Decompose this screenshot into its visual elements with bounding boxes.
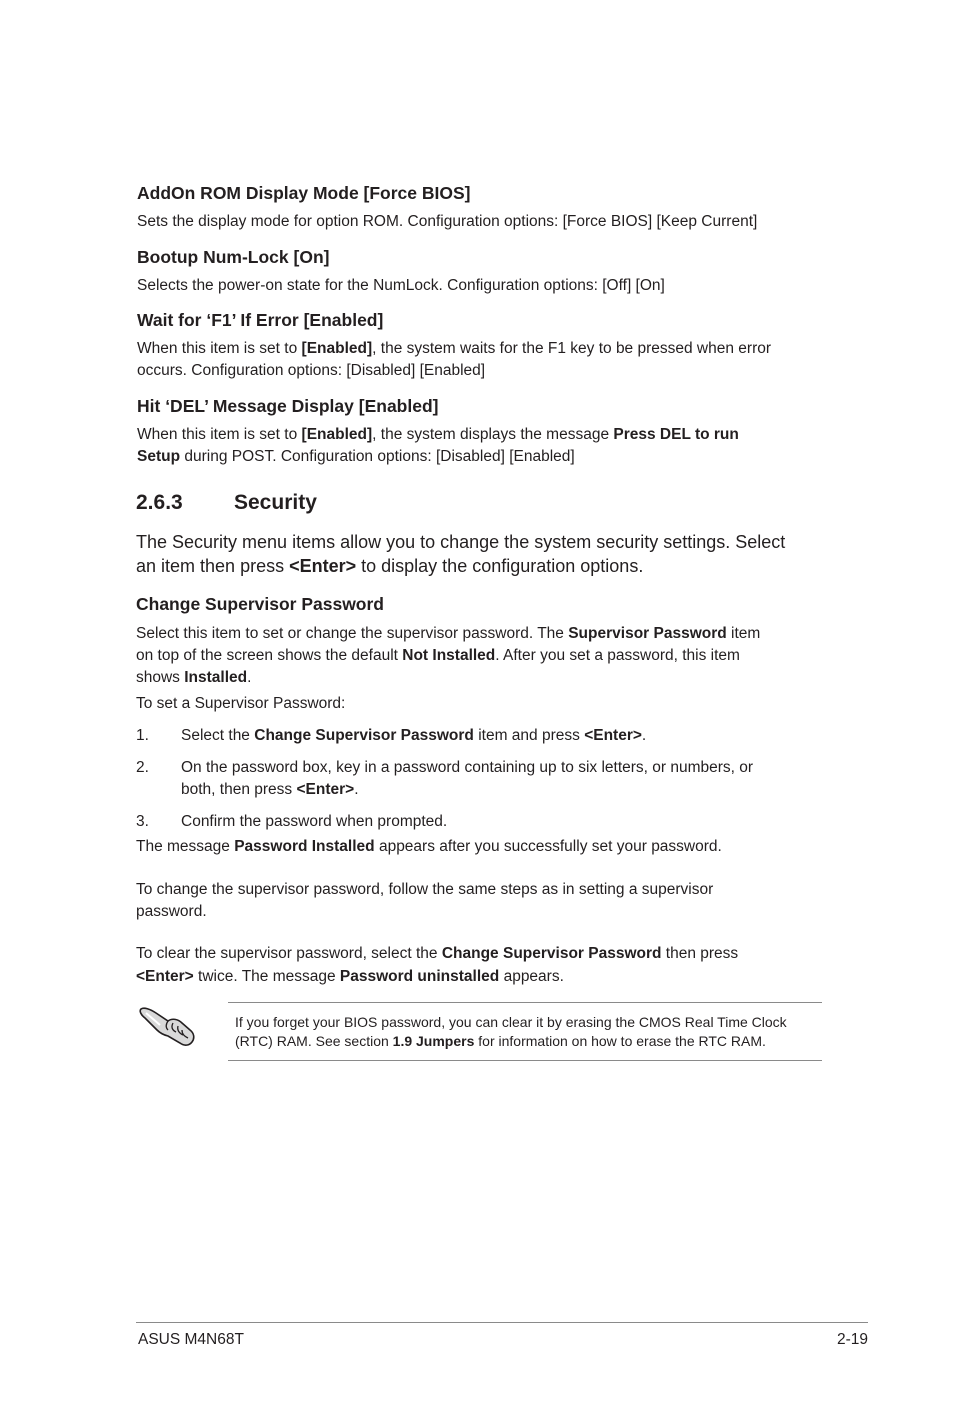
bold-text: Password uninstalled bbox=[339, 968, 500, 985]
note-bottom-rule bbox=[228, 1060, 822, 1061]
text: then press bbox=[661, 945, 739, 962]
note-line1: If you forget your BIOS password, you can clear it by erasing the CMOS Real Time Clock bbox=[235, 1014, 787, 1030]
bold-text: Not Installed bbox=[402, 647, 496, 664]
section-title: Security bbox=[234, 491, 317, 514]
bold-text: Setup bbox=[137, 448, 181, 465]
change-pw-para-line1 bbox=[136, 623, 760, 645]
to-set-label: To set a Supervisor Password: bbox=[136, 695, 346, 712]
text: twice. The message bbox=[193, 968, 340, 985]
text: . bbox=[354, 781, 359, 798]
text: item and press bbox=[473, 727, 585, 744]
text: (RTC) RAM. See section bbox=[235, 1033, 393, 1049]
text: Select the bbox=[181, 727, 255, 744]
change-pw-para-line3 bbox=[136, 667, 251, 689]
step-3-text: Confirm the password when prompted. bbox=[181, 813, 448, 830]
text: on top of the screen shows the default bbox=[136, 647, 403, 664]
bold-text: [Enabled] bbox=[301, 340, 373, 357]
text: item bbox=[726, 625, 761, 642]
footer-model: ASUS M4N68T bbox=[138, 1331, 244, 1348]
step-2-line1: On the password box, key in a password containing up to six letters, or numbers, or bbox=[181, 759, 754, 776]
desc-wait-f1-line2: occurs. Configuration options: [Disabled] [Enabled] bbox=[137, 362, 486, 379]
change-pw-instruction-line1: To change the supervisor password, follow the same steps as in setting a supervisor bbox=[136, 881, 714, 898]
bold-text: [Enabled] bbox=[301, 426, 373, 443]
footer-rule bbox=[136, 1322, 868, 1323]
step-1-text bbox=[181, 725, 646, 747]
text: Select this item to set or change the supervisor password. The bbox=[136, 625, 569, 642]
text: an item then press bbox=[136, 556, 290, 576]
heading-wait-f1: Wait for ‘F1’ If Error [Enabled] bbox=[137, 310, 384, 330]
text: , the system displays the message bbox=[372, 426, 614, 443]
text: When this item is set to bbox=[137, 340, 302, 357]
bold-text: <Enter> bbox=[584, 727, 642, 744]
bold-text: Press DEL to run bbox=[613, 426, 739, 443]
bold-text: Installed bbox=[184, 669, 248, 686]
bold-text: <Enter> bbox=[289, 556, 357, 576]
change-pw-instruction-line2: password. bbox=[136, 903, 207, 920]
text: To clear the supervisor password, select the bbox=[136, 945, 442, 962]
bold-text: Password Installed bbox=[234, 838, 375, 855]
desc-wait-f1-line1 bbox=[137, 338, 771, 360]
step-2-line2 bbox=[181, 779, 359, 801]
text: both, then press bbox=[181, 781, 297, 798]
note-line2 bbox=[235, 1032, 766, 1051]
text: , the system waits for the F1 key to be pressed when error bbox=[372, 340, 772, 357]
text: appears after you successfully set your password. bbox=[374, 838, 722, 855]
bold-text: <Enter> bbox=[296, 781, 355, 798]
message-installed-line bbox=[136, 836, 722, 858]
heading-numlock: Bootup Num-Lock [On] bbox=[137, 247, 330, 267]
step-number: 1. bbox=[136, 727, 149, 744]
security-intro-line2 bbox=[136, 554, 643, 578]
hand-pointing-icon bbox=[138, 1003, 198, 1049]
heading-addon-rom: AddOn ROM Display Mode [Force BIOS] bbox=[137, 183, 471, 203]
security-intro-line1: The Security menu items allow you to change the system security settings. Select bbox=[136, 532, 786, 552]
step-number: 3. bbox=[136, 813, 149, 830]
text: shows bbox=[136, 669, 185, 686]
note-top-rule bbox=[228, 1002, 822, 1003]
bold-text: Change Supervisor Password bbox=[441, 945, 662, 962]
text: . bbox=[641, 727, 647, 744]
desc-addon-rom: Sets the display mode for option ROM. Configuration options: [Force BIOS] [Keep Current] bbox=[137, 213, 758, 230]
text: appears. bbox=[499, 968, 564, 985]
desc-hit-del-line1 bbox=[137, 424, 739, 446]
clear-pw-line1 bbox=[136, 943, 738, 965]
heading-hit-del: Hit ‘DEL’ Message Display [Enabled] bbox=[137, 396, 439, 416]
clear-pw-line2 bbox=[136, 966, 564, 988]
heading-change-supervisor-password: Change Supervisor Password bbox=[136, 594, 384, 614]
bold-text: Supervisor Password bbox=[568, 625, 727, 642]
section-number: 2.6.3 bbox=[136, 491, 183, 514]
desc-hit-del-line2 bbox=[137, 446, 575, 468]
text: for information on how to erase the RTC RAM. bbox=[474, 1033, 766, 1049]
step-number: 2. bbox=[136, 759, 149, 776]
change-pw-para-line2 bbox=[136, 645, 740, 667]
text: When this item is set to bbox=[137, 426, 302, 443]
footer-page-number: 2-19 bbox=[836, 1331, 868, 1348]
bold-text: <Enter> bbox=[136, 968, 194, 985]
bold-text: Change Supervisor Password bbox=[254, 727, 474, 744]
text: . bbox=[247, 669, 252, 686]
text: The message bbox=[136, 838, 235, 855]
desc-numlock: Selects the power-on state for the NumLock. Configuration options: [Off] [On] bbox=[137, 277, 665, 294]
text: . After you set a password, this item bbox=[495, 647, 740, 664]
bold-text: 1.9 Jumpers bbox=[392, 1033, 475, 1049]
text: to display the configuration options. bbox=[356, 556, 644, 576]
text: during POST. Configuration options: [Disabled] [Enabled] bbox=[180, 448, 575, 465]
